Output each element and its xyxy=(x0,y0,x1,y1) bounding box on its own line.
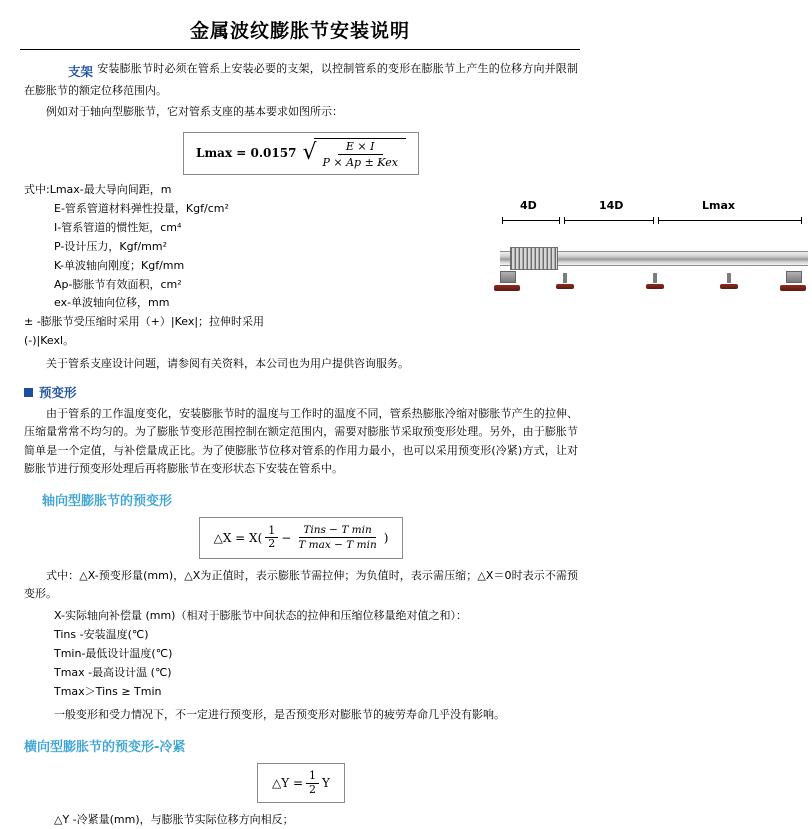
half-denominator: 2 xyxy=(309,782,317,796)
lateral-formula-rhs: Y xyxy=(322,776,330,791)
lateral-predeform-heading: 横向型膨胀节的预变形-冷紧 xyxy=(24,739,186,755)
predeform-heading-text: 预变形 xyxy=(39,385,77,401)
temp-fraction-denominator: T max − T min xyxy=(298,539,377,552)
lmax-formula-box xyxy=(183,132,419,175)
legend-item: ± -膨胀节受压缩时采用（+）|Kex|；拉伸时采用(-)|Kexl。 xyxy=(24,315,265,348)
legend-item: Tmax＞Tins ≥ Tmin xyxy=(54,684,162,698)
legend-item: 式中:Lmax-最大导向间距，m xyxy=(24,182,172,196)
legend-item: E-管系管道材料弹性投量，Kgf/cm² xyxy=(54,201,229,215)
legend-item: Tmin-最低设计温度(℃) xyxy=(54,647,173,661)
anchor-support-left xyxy=(494,271,520,291)
diagram-label-lmax: Lmax xyxy=(702,198,735,212)
support-section-heading: 支架 xyxy=(68,63,94,79)
axial-note-2: 一般变形和受力情况下，不一定进行预变形，是否预变形对膨胀节的疲劳寿命几乎没有影响。 xyxy=(54,707,505,721)
dim-line-lmax xyxy=(658,220,802,221)
guide-post xyxy=(563,273,567,283)
legend-item: ex-单波轴向位移，mm xyxy=(54,296,170,310)
anchor-base xyxy=(780,285,806,291)
temp-fraction-numerator: Tins − T min xyxy=(299,524,375,539)
support-paragraph-3: 关于管系支座设计问题，请参阅有关资料，本公司也为用户提供咨询服务。 xyxy=(46,357,409,371)
guide-post xyxy=(653,273,657,283)
lateral-formula-box xyxy=(257,763,345,803)
radical-icon: √ xyxy=(302,140,317,166)
guide-foot xyxy=(720,284,738,289)
axial-predeform-heading: 轴向型膨胀节的预变形 xyxy=(42,493,173,509)
legend-item: X-实际轴向补偿量 (mm)（相对于膨胀节中间状态的拉伸和压缩位移量绝对值之和）： xyxy=(54,609,467,623)
lateral-predeform-formula xyxy=(24,763,578,803)
diagram-dimension-labels xyxy=(494,199,812,215)
half-denominator: 2 xyxy=(268,537,276,551)
page-title: 金属波纹膨胀节安装说明 xyxy=(189,20,410,42)
guide-support-3 xyxy=(720,273,738,289)
blue-square-bullet-icon xyxy=(24,388,33,397)
title-divider xyxy=(20,49,580,50)
one-half-fraction xyxy=(265,525,278,551)
legend-item: Tins -安装温度(℃) xyxy=(54,628,149,642)
guide-foot xyxy=(646,284,664,289)
lateral-note: △Y -冷紧量(mm)，与膨胀节实际位移方向相反； xyxy=(54,813,294,827)
legend-item: Ap-膨胀节有效面积，cm² xyxy=(54,277,182,291)
guide-foot xyxy=(556,284,574,289)
temperature-fraction xyxy=(294,524,380,552)
pipe-support-diagram xyxy=(494,199,812,304)
axial-formula-rhs: ) xyxy=(383,530,389,545)
axial-legend-list xyxy=(24,607,578,702)
anchor-block xyxy=(786,271,802,283)
guide-post xyxy=(727,273,731,283)
diagram-dimension-lines xyxy=(494,215,812,227)
diagram-label-4d: 4D xyxy=(520,198,537,212)
axial-predeform-formula xyxy=(24,517,578,559)
anchor-base xyxy=(494,285,520,291)
lateral-formula-lhs: △Y = xyxy=(272,776,304,791)
dim-line-4d xyxy=(502,220,560,221)
anchor-support-right xyxy=(780,271,806,291)
diagram-label-14d: 14D xyxy=(599,198,624,212)
legend-item: Tmax -最高设计温 (℃) xyxy=(54,666,172,680)
axial-formula-lhs: △X = X( xyxy=(213,530,263,545)
lmax-denominator: P × Ap ± Kex xyxy=(322,155,398,169)
dim-line-14d xyxy=(564,220,654,221)
half-numerator: 1 xyxy=(265,525,278,539)
half-numerator: 1 xyxy=(306,770,319,784)
guide-support-2 xyxy=(646,273,664,289)
document-page xyxy=(0,16,735,827)
support-section-intro xyxy=(24,60,578,100)
axial-note-1: 式中：△X-预变形量(mm)，△X为正值时，表示膨胀节需拉伸；为负值时，表示需压缩；△X＝0时表示不需预变形。 xyxy=(24,569,578,601)
predeform-paragraph-1: 由于管系的工作温度变化，安装膨胀节时的温度与工作时的温度不同，管系热膨胀冷缩对膨胀节产生的拉伸、压缩量常常不均匀的。为了膨胀节变形范围控制在额定范围内，需要对膨胀节采取预变形处理。另外，由于膨胀节简单是一个定值，与补偿量成正比。为了使膨胀节位移对管系的作用力最小，也可以采用预变形(冷紧)方式，让对膨胀节进行预变形处理后再将膨胀节在变形状态下安装在管系中。 xyxy=(24,407,578,475)
legend-item: I-管系管道的惯性矩，cm⁴ xyxy=(54,220,182,234)
predeform-section-heading xyxy=(24,383,578,401)
support-paragraph-1: 安装膨胀节时必须在管系上安装必要的支架，以控制管系的变形在膨胀节上产生的位移方向并限制在膨胀节的额定位移范围内。 xyxy=(24,62,578,98)
guide-support-1 xyxy=(556,273,574,289)
lmax-fraction xyxy=(314,138,405,169)
lmax-formula xyxy=(24,132,578,175)
one-half-fraction xyxy=(306,770,319,796)
axial-formula-minus: − xyxy=(281,530,292,545)
document-content xyxy=(0,60,735,829)
lmax-formula-lhs: Lmax = 0.0157 xyxy=(196,146,297,161)
legend-item: K-单波轴向刚度；Kgf/mm xyxy=(54,258,185,272)
anchor-block xyxy=(500,271,516,283)
support-paragraph-2: 例如对于轴向型膨胀节，它对管系支座的基本要求如图所示： xyxy=(46,105,343,119)
bellows-expansion-joint xyxy=(510,247,558,270)
sqrt-group xyxy=(302,138,405,169)
pipe-scene xyxy=(494,229,812,291)
legend-item: P-设计压力，Kgf/mm² xyxy=(54,239,167,253)
lmax-numerator: E × I xyxy=(338,140,383,155)
support-legend-list xyxy=(24,181,274,351)
axial-formula-box xyxy=(199,517,404,559)
